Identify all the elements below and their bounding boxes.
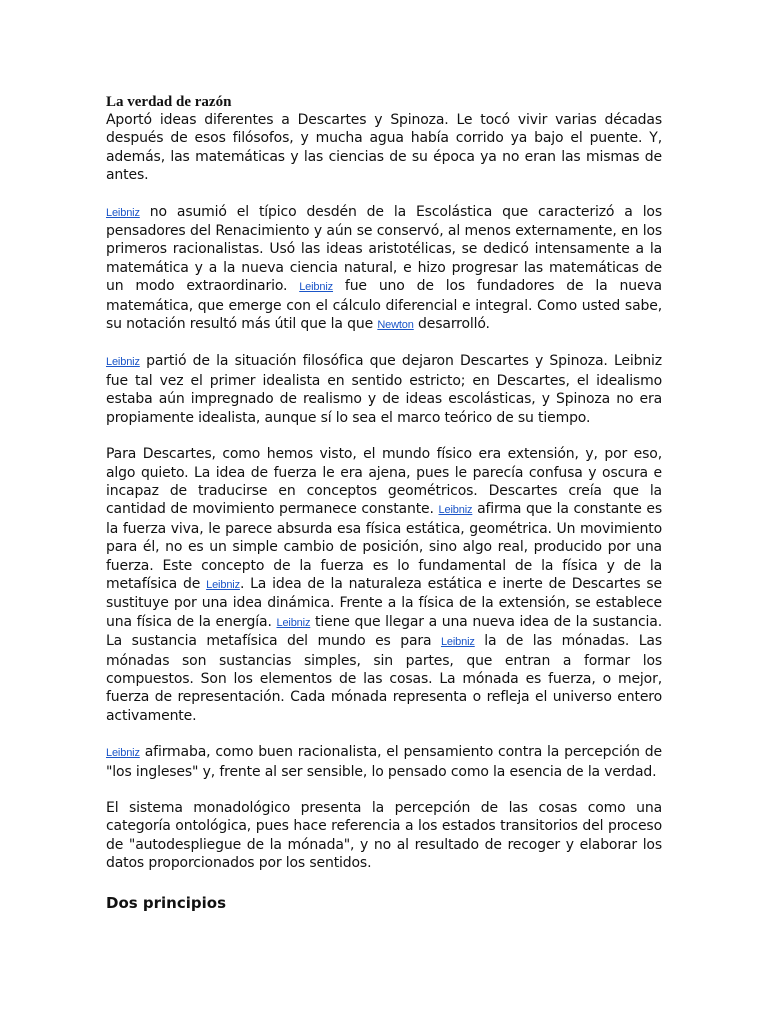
link-leibniz[interactable]: Leibniz — [106, 747, 140, 760]
paragraph-text: desarrolló. — [413, 316, 490, 333]
paragraph — [106, 352, 662, 427]
paragraph-text: no asumió el típico desdén de la Escolástica que caracterizó a los pensadores del Renacimiento y aún se conservó, al menos externamente, en los primeros racionalistas. Usó las ideas aristotélicas, se dedicó intensamente a la matemática y a la nueva ciencia natural, e hizo progresar las matemáticas de un modo extraordinario. — [106, 203, 662, 295]
paragraph-text: afirmaba, como buen racionalista, el pensamiento contra la percepción de "los ingleses" y, frente al ser sensible, lo pensado como la esencia de la verdad. — [106, 744, 662, 780]
link-leibniz[interactable]: Leibniz — [206, 578, 240, 591]
paragraph-text: la de las mónadas. Las mónadas son sustancias simples, sin partes, que entran a formar los compuestos. Son los elementos de las cosas. La mónada es fuerza, o mejor, fuerza de representación. Cada mónada representa o refleja el universo entero activamente. — [106, 633, 662, 724]
link-leibniz[interactable]: Leibniz — [440, 636, 475, 649]
paragraph-text: afirma que la constante es la fuerza viva, le parece absurda esa física estática, geométrica. Un movimiento para él, no es un simple cambio de posición, sino algo real, producido por una fuerza. Este concepto de la fuerza es lo fundamental de la física y de la metafísica de — [106, 501, 662, 592]
paragraph-text: Aportó ideas diferentes a Descartes y Spinoza. Le tocó vivir varias décadas después de esos filósofos, y mucha agua había corrido ya bajo el puente. Y, además, las matemáticas y las ciencias de su época ya no eran las mismas de antes. — [106, 112, 662, 184]
document-page — [106, 93, 662, 913]
link-leibniz[interactable]: Leibniz — [299, 281, 334, 294]
paragraph-text: fue uno de los fundadores de la nueva matemática, que emerge con el cálculo diferencial e integral. Como usted sabe, su notación resultó más útil que la que — [106, 278, 662, 333]
paragraph-text: tiene que llegar a una nueva idea de la sustancia. La sustancia metafísica del mundo es para — [106, 613, 662, 650]
link-leibniz[interactable]: Leibniz — [438, 504, 473, 517]
paragraph-text: El sistema monadológico presenta la percepción de las cosas como una categoría ontológica, pues hace referencia a los estados transitorios del proceso de "autodespliegue de la mónada", y no al resultado de recoger y elaborar los datos proporcionados por los sentidos. — [106, 800, 662, 872]
link-leibniz[interactable]: Leibniz — [106, 356, 140, 369]
link-leibniz[interactable]: Leibniz — [106, 206, 140, 219]
link-leibniz[interactable]: Leibniz — [276, 616, 311, 629]
paragraph-text: partió de la situación filosófica que dejaron Descartes y Spinoza. Leibniz fue tal vez el primer idealista en sentido estricto; en Descartes, el idealismo estaba aún impregnado de realismo y de ideas escolásticas, y Spinoza no era propiamente idealista, aunque sí lo sea el marco teórico de su tiempo. — [106, 353, 662, 426]
paragraph — [106, 799, 662, 873]
paragraph-text: Para Descartes, como hemos visto, el mundo físico era extensión, y, por eso, algo quieto. La idea de fuerza le era ajena, pues le parecía confusa y oscura e incapaz de traducirse en conceptos geométricos. Descartes creía que la cantidad de movimiento permanece constante. — [106, 446, 662, 518]
paragraph — [106, 111, 662, 185]
section-title: La verdad de razón — [106, 94, 232, 110]
paragraph — [106, 203, 662, 335]
paragraph — [106, 743, 662, 781]
link-newton[interactable]: Newton — [377, 319, 414, 332]
paragraph — [106, 445, 662, 725]
paragraph-text: . La idea de la naturaleza estática e inerte de Descartes se sustituye por una idea dinámica. Frente a la física de la extensión, se establece una física de la energía. — [106, 575, 662, 630]
document-body — [106, 111, 662, 873]
subheading: Dos principios — [106, 893, 227, 912]
